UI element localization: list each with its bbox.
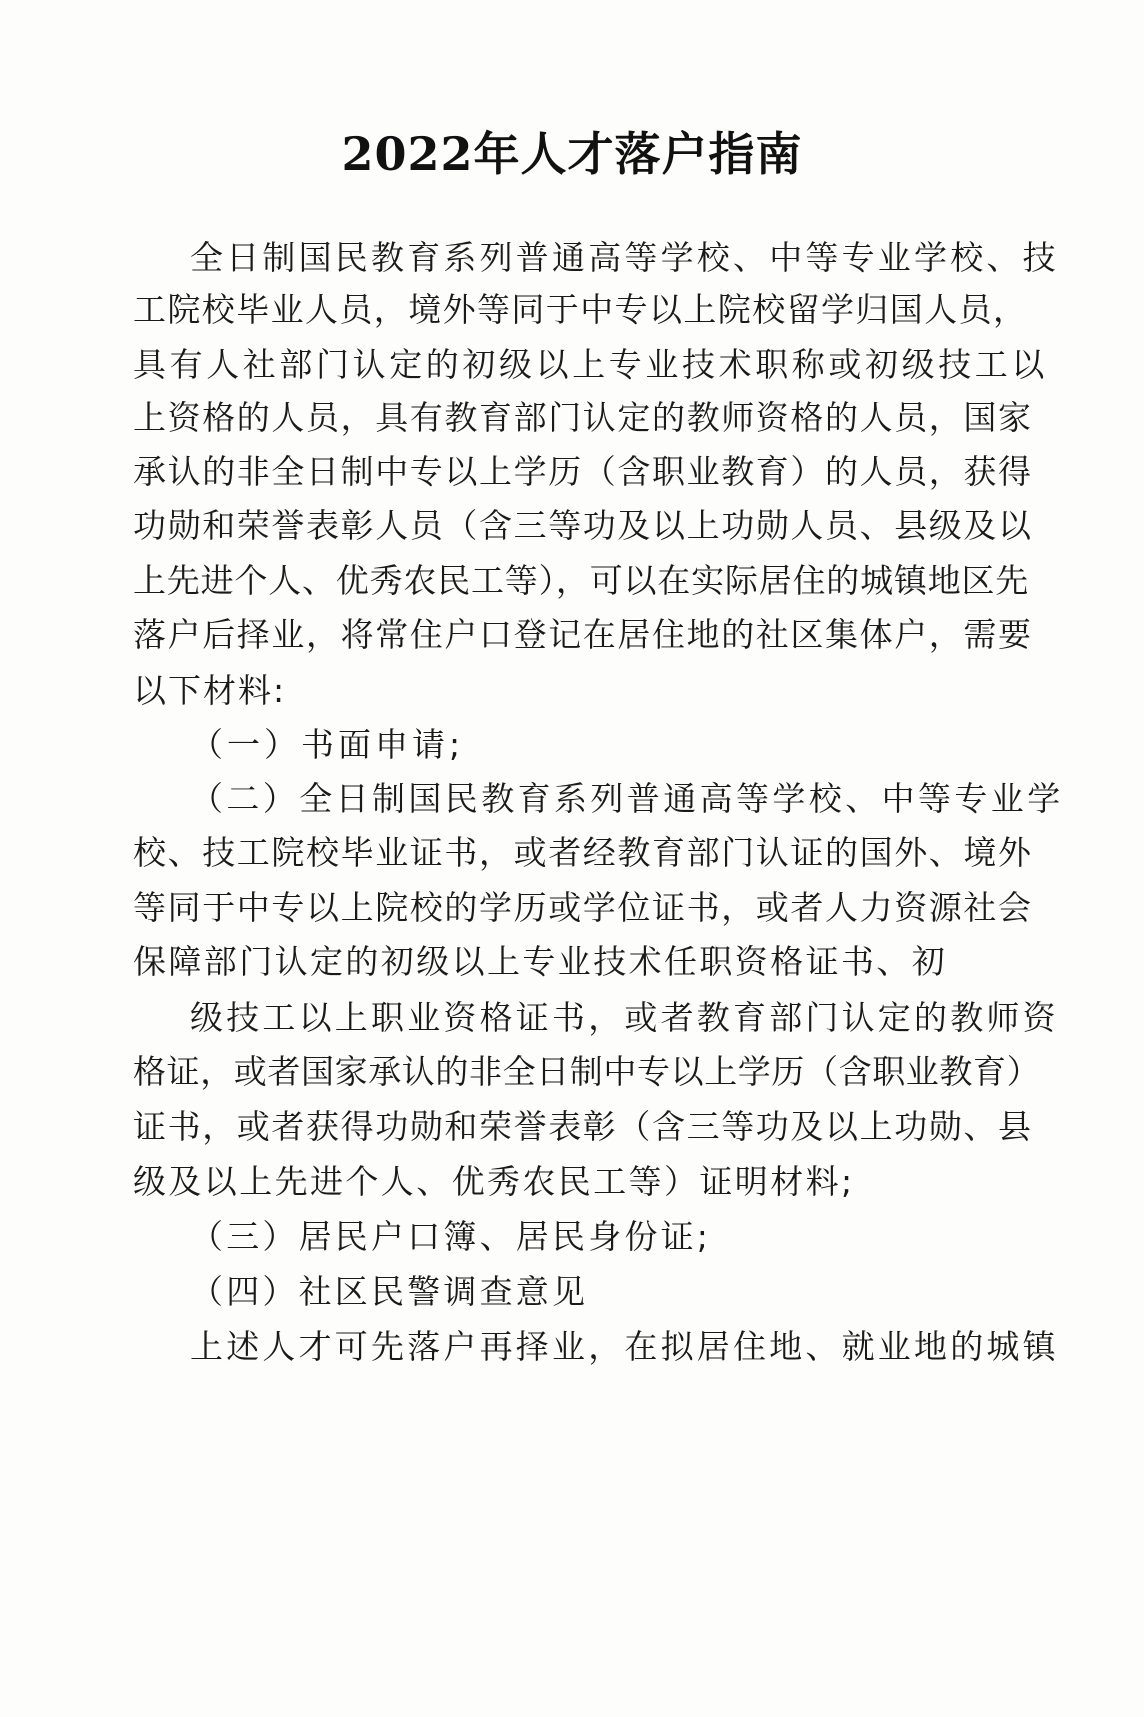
paragraph-line: 上述人才可先落户再择业，在拟居住地、就业地的城镇 <box>190 1327 1059 1366</box>
paragraph-line: 落户后择业，将常住户口登记在居住地的社区集体户，需要 <box>133 615 1033 654</box>
paragraph-line: 以下材料: <box>133 671 287 710</box>
paragraph-line: 级及以上先进个人、优秀农民工等）证明材料; <box>133 1162 855 1201</box>
document-title: 2022年人才落户指南 <box>341 127 803 181</box>
list-item-2: （二）全日制国民教育系列普通高等学校、中等专业学 <box>190 779 1064 818</box>
paragraph-line: 保障部门认定的初级以上专业技术任职资格证书、初 <box>133 942 948 981</box>
list-item-3: （三）居民户口簿、居民身份证; <box>190 1217 712 1256</box>
paragraph-line: 等同于中专以上院校的学历或学位证书，或者人力资源社会 <box>133 888 1033 927</box>
list-item-1: （一）书面申请; <box>190 725 465 764</box>
paragraph-line: 具有人社部门认定的初级以上专业技术职称或初级技工以 <box>133 345 1048 384</box>
paragraph-line: 证书，或者获得功勋和荣誉表彰（含三等功及以上功勋、县 <box>133 1107 1033 1146</box>
list-item-4: （四）社区民警调查意见 <box>190 1272 589 1311</box>
paragraph-line: 格证，或者国家承认的非全日制中专以上学历（含职业教育） <box>133 1052 1041 1091</box>
paragraph-line: 工院校毕业人员，境外等同于中专以上院校留学归国人员， <box>133 290 1028 329</box>
paragraph-line: 上先进个人、优秀农民工等），可以在实际居住的城镇地区先 <box>133 561 1030 600</box>
paragraph-line: 校、技工院校毕业证书，或者经教育部门认证的国外、境外 <box>133 833 1033 872</box>
paragraph-line: 承认的非全日制中专以上学历（含职业教育）的人员，获得 <box>133 452 1033 491</box>
paragraph-line: 全日制国民教育系列普通高等学校、中等专业学校、技 <box>190 238 1059 277</box>
paragraph-line: 功勋和荣誉表彰人员（含三等功及以上功勋人员、县级及以 <box>133 506 1033 545</box>
paragraph-line: 上资格的人员，具有教育部门认定的教师资格的人员，国家 <box>133 398 1033 437</box>
paragraph-line: 级技工以上职业资格证书，或者教育部门认定的教师资 <box>190 998 1059 1037</box>
